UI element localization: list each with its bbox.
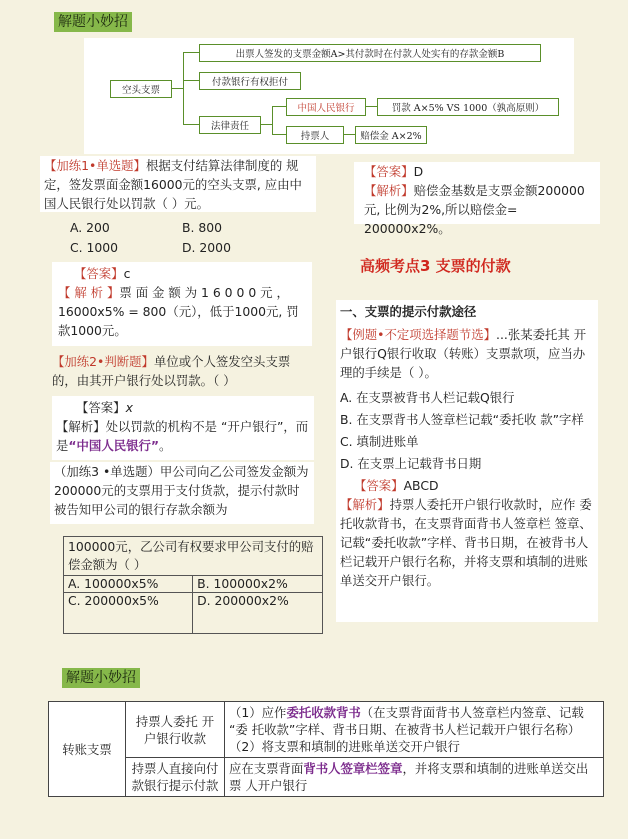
row1-content [225, 702, 604, 758]
row2-label: 持票人直接向付款银行提示付款 [126, 758, 225, 797]
row1-highlight: 委托收款背书 [286, 705, 361, 720]
answer-2-card [52, 396, 314, 460]
tips-tag-bottom: 解题小妙招 [62, 668, 140, 688]
analysis-1-text: 票 面 金 额 为 1 6 0 0 0 元 ，16000x5% = 800（元），低于1000元, 罚款1000元。 [58, 285, 299, 338]
analysis-2-label: 【解析】 [56, 419, 106, 434]
q1-option-d: D. 2000 [182, 240, 231, 255]
connector [272, 106, 273, 134]
q1-option-a: A. 200 [70, 220, 110, 235]
example-option-b: B. 在支票背书人签章栏记载“委托收 款”字样 [340, 412, 584, 427]
answer-3-value: D [413, 164, 424, 179]
connector [183, 52, 199, 53]
example-option-d: D. 在支票上记载背书日期 [340, 456, 482, 471]
connector [365, 106, 377, 107]
row1-label: 持票人委托 开户银行收款 [126, 702, 225, 758]
mindmap-branch-refuse: 付款银行有权拒付 [199, 72, 301, 90]
connector [171, 88, 183, 89]
question-1-head: 【加练1•单选题】 [44, 158, 146, 173]
transfer-check-table [48, 701, 604, 797]
mindmap-pboc: 中国人民银行 [286, 98, 366, 116]
mindmap-compensation: 赔偿金 A×2% [355, 126, 427, 144]
connector [260, 124, 272, 125]
question-2-head: 【加练2•判断题】 [52, 354, 154, 369]
example-text: ...张某委托其 开户银行Q银行收取（转账）支票款项，应当办理的手续是（ ）。 [340, 327, 587, 380]
analysis-3-text: 赔偿金基数是支票金额200000元, 比例为2%,所以赔偿金= 200000x2%。 [364, 183, 585, 236]
example-answer-value: ABCD [403, 478, 439, 493]
mindmap-branch-condition: 出票人签发的支票金额A>其付款时在付款人处实有的存款金额B [199, 44, 541, 62]
mindmap-fine: 罚款 A×5% VS 1000（孰高原则） [377, 98, 559, 116]
row2-part1: 应在支票背面 [229, 761, 304, 776]
connector [272, 106, 286, 107]
example-head: 【例题•不定项选择题节选】 [340, 327, 496, 342]
connector [183, 80, 199, 81]
question-2-text: 单位或个人签发空头支票的，由其开户银行处以罚款。（ ） [52, 354, 291, 388]
section-title: 高频考点3 支票的付款 [360, 257, 511, 275]
mindmap-holder: 持票人 [286, 126, 344, 144]
connector [183, 52, 184, 124]
question-1 [40, 156, 316, 212]
example-answer-label: 【答案】 [354, 478, 404, 493]
row1-part2: （在支票背面背书人签章栏内签章、记载 “委 托收款”字样、背书日期、在被背书人栏记载开户银行名称） [229, 705, 584, 737]
example-option-a: A. 在支票被背书人栏记载Q银行 [340, 390, 515, 405]
answer-1-value: c [123, 266, 131, 281]
analysis-3-label: 【解析】 [364, 183, 414, 198]
row2-content [225, 758, 604, 797]
section-subtitle: 一、支票的提示付款途径 [340, 304, 477, 319]
q3-option-b: B. 100000x2% [193, 576, 323, 593]
example-card [336, 300, 598, 622]
answer-1-card [52, 262, 312, 346]
answer-2-label: 【答案】 [76, 400, 126, 415]
row1-step2: （2）将支票和填制的进账单送交开户银行 [229, 739, 460, 754]
answer-1-label: 【答案】 [74, 266, 124, 281]
connector [183, 124, 199, 125]
question-3 [50, 462, 314, 524]
question-1-text: 根据支付结算法律制度的 规定，签发票面金额16000元的空头支票, 应由中国人民银行处以罚款（ ）元。 [44, 158, 302, 211]
example-option-c: C. 填制进账单 [340, 434, 419, 449]
row2-part2: ，并将支票和填制的进账单送交出票 人开户银行 [229, 761, 589, 793]
mindmap-root: 空头支票 [110, 80, 172, 98]
tips-tag: 解题小妙招 [54, 12, 132, 32]
question-3-head: （加练3 •单选题） [54, 464, 160, 479]
question-3-text: 甲公司向乙公司签发金额为200000元的支票用于支付货款，提示付款时被告知甲公司的银行存款余额为 [54, 464, 309, 517]
analysis-2-end: 。 [159, 438, 172, 453]
analysis-2-highlight: “中国人民银行” [68, 438, 160, 453]
answer-3-card [354, 162, 600, 236]
mindmap-branch-liability: 法律责任 [199, 116, 261, 134]
answer-2-value: x [125, 400, 133, 415]
q3-table-text: 100000元，乙公司有权要求甲公司支付的赔偿金额为（ ） [64, 537, 323, 576]
row2-highlight: 背书人签章栏签章 [303, 761, 403, 776]
answer-3-label: 【答案】 [364, 164, 414, 179]
row1-part1: （1）应作 [229, 705, 287, 720]
connector [272, 134, 286, 135]
table-category: 转账支票 [49, 702, 126, 797]
example-analysis-text: 持票人委托开户银行收款时，应作 委托收款背书，在支票背面背书人签章栏 签章、记载“委托收款”字样、背书日期，在被背书人栏记载开户银行名称，并将支票和填制的进账单送交开户银行。 [340, 497, 592, 588]
q3-option-c: C. 200000x5% [64, 593, 193, 634]
example-analysis-label: 【解析】 [340, 497, 390, 512]
analysis-1-label: 【 解 析 】 [58, 285, 120, 300]
question-2 [52, 352, 314, 390]
q3-option-d: D. 200000x2% [193, 593, 323, 634]
analysis-2-text: 处以罚款的机构不是 “开户银行”，而是 [56, 419, 309, 453]
connector [343, 134, 355, 135]
q3-option-a: A. 100000x5% [64, 576, 193, 593]
q1-option-c: C. 1000 [70, 240, 119, 255]
mindmap-panel [84, 38, 574, 154]
q1-option-b: B. 800 [182, 220, 223, 235]
question-3-table [63, 536, 323, 634]
